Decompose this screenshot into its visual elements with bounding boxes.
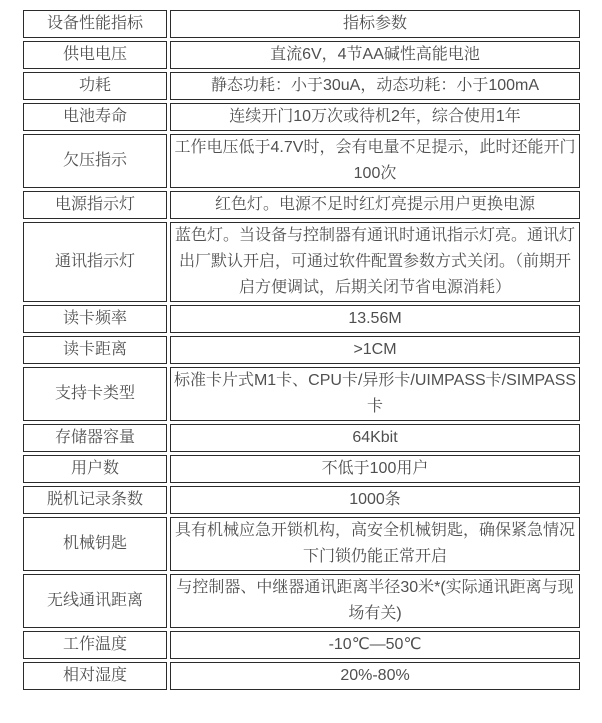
spec-value-cell: 工作电压低于4.7V时，会有电量不足提示，此时还能开门100次 bbox=[170, 134, 580, 188]
spec-label-cell: 机械钥匙 bbox=[23, 517, 167, 571]
spec-row bbox=[23, 517, 580, 571]
spec-row bbox=[23, 662, 580, 690]
spec-value-cell: 直流6V，4节AA碱性高能电池 bbox=[170, 41, 580, 69]
spec-value-cell: -10℃—50℃ bbox=[170, 631, 580, 659]
spec-value-cell: 20%-80% bbox=[170, 662, 580, 690]
spec-table bbox=[20, 7, 583, 693]
spec-value-cell: 蓝色灯。当设备与控制器有通讯时通讯指示灯亮。通讯灯出厂默认开启，可通过软件配置参数方式关闭。（前期开启方便调试，后期关闭节省电源消耗） bbox=[170, 222, 580, 302]
spec-value-cell: 与控制器、中继器通讯距离半径30米*(实际通讯距离与现场有关) bbox=[170, 574, 580, 628]
spec-row bbox=[23, 72, 580, 100]
spec-row bbox=[23, 455, 580, 483]
spec-label-cell: 欠压指示 bbox=[23, 134, 167, 188]
spec-header-label-cell: 设备性能指标 bbox=[23, 10, 167, 38]
spec-row bbox=[23, 103, 580, 131]
spec-row bbox=[23, 336, 580, 364]
spec-row bbox=[23, 574, 580, 628]
spec-value-cell: 具有机械应急开锁机构，高安全机械钥匙，确保紧急情况下门锁仍能正常开启 bbox=[170, 517, 580, 571]
spec-row bbox=[23, 305, 580, 333]
spec-value-cell: 标准卡片式M1卡、CPU卡/异形卡/UIMPASS卡/SIMPASS卡 bbox=[170, 367, 580, 421]
spec-value-cell: >1CM bbox=[170, 336, 580, 364]
spec-value-cell: 13.56M bbox=[170, 305, 580, 333]
spec-value-cell: 连续开门10万次或待机2年，综合使用1年 bbox=[170, 103, 580, 131]
spec-value-cell: 红色灯。电源不足时红灯亮提示用户更换电源 bbox=[170, 191, 580, 219]
spec-row bbox=[23, 41, 580, 69]
spec-label-cell: 电池寿命 bbox=[23, 103, 167, 131]
spec-label-cell: 读卡频率 bbox=[23, 305, 167, 333]
spec-value-cell: 静态功耗：小于30uA，动态功耗：小于100mA bbox=[170, 72, 580, 100]
spec-label-cell: 相对湿度 bbox=[23, 662, 167, 690]
spec-label-cell: 支持卡类型 bbox=[23, 367, 167, 421]
spec-value-cell: 64Kbit bbox=[170, 424, 580, 452]
spec-value-cell: 不低于100用户 bbox=[170, 455, 580, 483]
spec-label-cell: 供电电压 bbox=[23, 41, 167, 69]
spec-row bbox=[23, 367, 580, 421]
spec-label-cell: 用户数 bbox=[23, 455, 167, 483]
spec-header-value-cell: 指标参数 bbox=[170, 10, 580, 38]
spec-label-cell: 读卡距离 bbox=[23, 336, 167, 364]
spec-row bbox=[23, 486, 580, 514]
spec-label-cell: 通讯指示灯 bbox=[23, 222, 167, 302]
spec-row bbox=[23, 134, 580, 188]
spec-row bbox=[23, 191, 580, 219]
spec-label-cell: 电源指示灯 bbox=[23, 191, 167, 219]
spec-label-cell: 无线通讯距离 bbox=[23, 574, 167, 628]
spec-label-cell: 工作温度 bbox=[23, 631, 167, 659]
spec-label-cell: 脱机记录条数 bbox=[23, 486, 167, 514]
spec-row bbox=[23, 631, 580, 659]
spec-header-row bbox=[23, 10, 580, 38]
spec-label-cell: 功耗 bbox=[23, 72, 167, 100]
spec-label-cell: 存储器容量 bbox=[23, 424, 167, 452]
spec-row bbox=[23, 222, 580, 302]
spec-row bbox=[23, 424, 580, 452]
spec-value-cell: 1000条 bbox=[170, 486, 580, 514]
spec-table-body bbox=[23, 10, 580, 690]
